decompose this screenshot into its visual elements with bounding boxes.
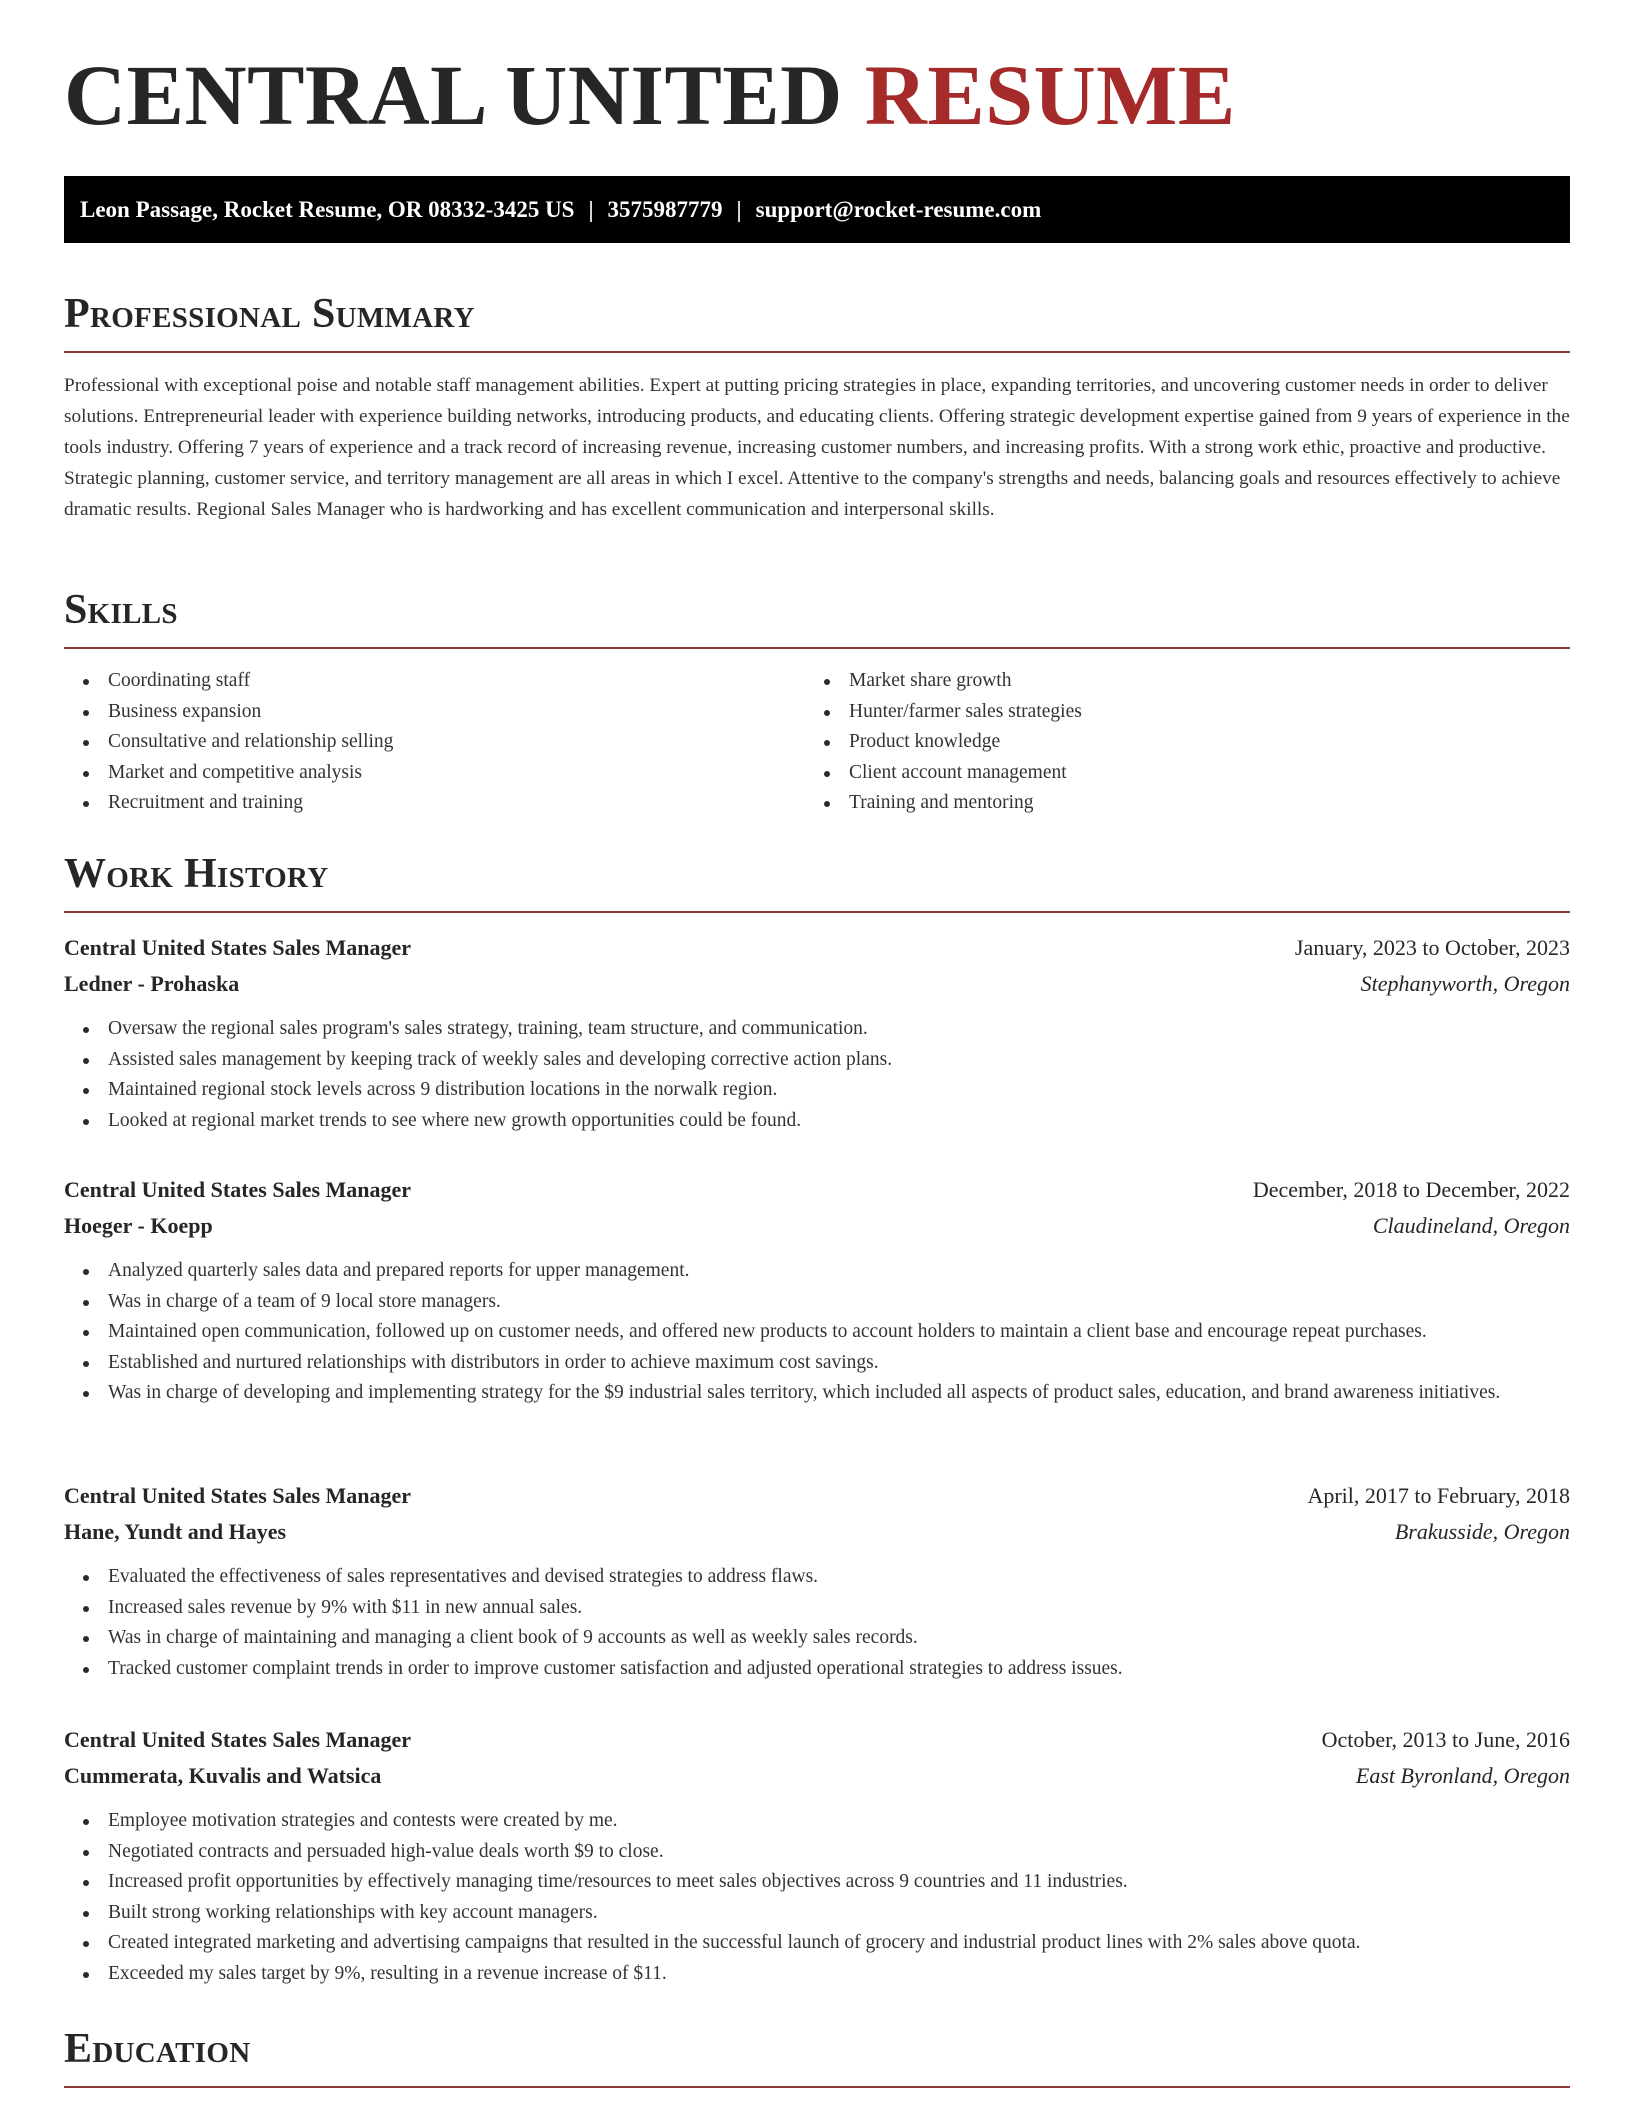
contact-separator: |: [736, 197, 742, 222]
job-dates: October, 2013 to June, 2016: [1321, 1727, 1570, 1752]
job-bullet: Tracked customer complaint trends in order to improve customer satisfaction and adjusted operational strategies to address issues.: [64, 1654, 1570, 1685]
contact-address: Leon Passage, Rocket Resume, OR 08332-3425 US: [80, 197, 575, 222]
job-bullet: Was in charge of a team of 9 local store managers.: [64, 1287, 1570, 1318]
job-company: Hane, Yundt and Hayes: [64, 1519, 287, 1544]
job-bullets: [64, 1806, 1570, 1989]
skill-item: Training and mentoring: [805, 788, 1082, 819]
job-company-row: [64, 1758, 1570, 1794]
contact-email: support@rocket-resume.com: [755, 197, 1042, 222]
job-bullet: Increased sales revenue by 9% with $11 in new annual sales.: [64, 1593, 1570, 1624]
summary-text: Professional with exceptional poise and notable staff management abilities. Expert at putting pricing strategies in place, expanding territories, and uncovering customer needs in order to deliver solutions. Entrepreneurial leader with experience building networks, introducing products, and educating clients. Offering strategic development expertise gained from 9 years of experience in the tools industry. Offering 7 years of experience and a track record of increasing revenue, increasing customer numbers, and increasing profits. With a strong work ethic, proactive and productive. Strategic planning, customer service, and territory management are all areas in which I excel. Attentive to the company's strengths and needs, balancing goals and resources effectively to achieve dramatic results. Regional Sales Manager who is hardworking and has excellent communication and interpersonal skills.: [64, 375, 1570, 520]
job-company: Ledner - Prohaska: [64, 971, 240, 996]
job-bullet: Evaluated the effectiveness of sales representatives and devised strategies to address flaws.: [64, 1562, 1570, 1593]
job-title: Central United States Sales Manager: [64, 1727, 412, 1752]
job-bullet: Maintained open communication, followed up on customer needs, and offered new products to account holders to maintain a client base and encourage repeat purchases.: [64, 1317, 1570, 1348]
summary-divider: [64, 351, 1570, 353]
job-entry: [64, 1478, 1570, 1684]
resume-title: [64, 47, 1236, 143]
skills-list-left: [64, 666, 393, 819]
job-bullet: Looked at regional market trends to see where new growth opportunities could be found.: [64, 1106, 1570, 1137]
job-location: Claudineland, Oregon: [1372, 1213, 1570, 1238]
job-bullets: [64, 1562, 1570, 1684]
job-company: Hoeger - Koepp: [64, 1213, 213, 1238]
skill-item: Client account management: [805, 758, 1082, 789]
job-location: Stephanyworth, Oregon: [1360, 971, 1570, 996]
job-bullet: Was in charge of developing and implementing strategy for the $9 industrial sales territory, which included all aspects of product sales, education, and brand awareness initiatives.: [64, 1378, 1570, 1409]
job-bullet: Increased profit opportunities by effectively managing time/resources to meet sales objectives across 9 countries and 11 industries.: [64, 1867, 1570, 1898]
job-company-row: [64, 1208, 1570, 1244]
education-divider: [64, 2086, 1570, 2088]
job-header-row: [64, 930, 1570, 966]
skill-item: Consultative and relationship selling: [64, 727, 393, 758]
skill-item: Business expansion: [64, 697, 393, 728]
contact-phone: 3575987779: [607, 197, 723, 222]
work-history-heading: Work History: [64, 851, 329, 897]
job-bullet: Analyzed quarterly sales data and prepared reports for upper management.: [64, 1256, 1570, 1287]
contact-separator: |: [588, 197, 594, 222]
job-bullet: Oversaw the regional sales program's sales strategy, training, team structure, and communication.: [64, 1014, 1570, 1045]
work-history-divider: [64, 911, 1570, 913]
job-company: Cummerata, Kuvalis and Watsica: [64, 1763, 382, 1788]
job-dates: January, 2023 to October, 2023: [1294, 935, 1570, 960]
job-bullet: Built strong working relationships with key account managers.: [64, 1898, 1570, 1929]
job-header-row: [64, 1172, 1570, 1208]
job-bullets: [64, 1014, 1570, 1136]
job-bullet: Employee motivation strategies and contests were created by me.: [64, 1806, 1570, 1837]
job-bullet: Negotiated contracts and persuaded high-value deals worth $9 to close.: [64, 1837, 1570, 1868]
job-location: East Byronland, Oregon: [1355, 1763, 1570, 1788]
job-dates: April, 2017 to February, 2018: [1307, 1483, 1570, 1508]
job-bullet: Assisted sales management by keeping track of weekly sales and developing corrective action plans.: [64, 1045, 1570, 1076]
skill-item: Market share growth: [805, 666, 1082, 697]
job-entry: [64, 1722, 1570, 1989]
job-bullet: Exceeded my sales target by 9%, resulting in a revenue increase of $11.: [64, 1959, 1570, 1990]
job-header-row: [64, 1478, 1570, 1514]
job-header-row: [64, 1722, 1570, 1758]
skill-item: Recruitment and training: [64, 788, 393, 819]
job-company-row: [64, 1514, 1570, 1550]
title-main: CENTRAL UNITED: [64, 47, 865, 143]
job-location: Brakusside, Oregon: [1394, 1519, 1570, 1544]
skill-item: Hunter/farmer sales strategies: [805, 697, 1082, 728]
skills-divider: [64, 647, 1570, 649]
skill-item: Product knowledge: [805, 727, 1082, 758]
job-entry: [64, 1172, 1570, 1409]
job-company-row: [64, 966, 1570, 1002]
job-bullet: Was in charge of maintaining and managing a client book of 9 accounts as well as weekly sales records.: [64, 1623, 1570, 1654]
job-title: Central United States Sales Manager: [64, 1177, 412, 1202]
education-heading: Education: [64, 2026, 251, 2072]
summary-heading: Professional Summary: [64, 291, 475, 337]
job-entry: [64, 930, 1570, 1136]
job-title: Central United States Sales Manager: [64, 935, 412, 960]
job-bullet: Created integrated marketing and advertising campaigns that resulted in the successful launch of grocery and industrial product lines with 2% sales above quota.: [64, 1928, 1570, 1959]
job-bullets: [64, 1256, 1570, 1409]
skills-list-right: [805, 666, 1082, 819]
skill-item: Market and competitive analysis: [64, 758, 393, 789]
skill-item: Coordinating staff: [64, 666, 393, 697]
skills-heading: Skills: [64, 587, 178, 633]
job-dates: December, 2018 to December, 2022: [1252, 1177, 1570, 1202]
contact-bar: [64, 176, 1570, 243]
job-bullet: Established and nurtured relationships with distributors in order to achieve maximum cost savings.: [64, 1348, 1570, 1379]
title-accent: RESUME: [864, 47, 1236, 143]
job-bullet: Maintained regional stock levels across 9 distribution locations in the norwalk region.: [64, 1075, 1570, 1106]
job-title: Central United States Sales Manager: [64, 1483, 412, 1508]
